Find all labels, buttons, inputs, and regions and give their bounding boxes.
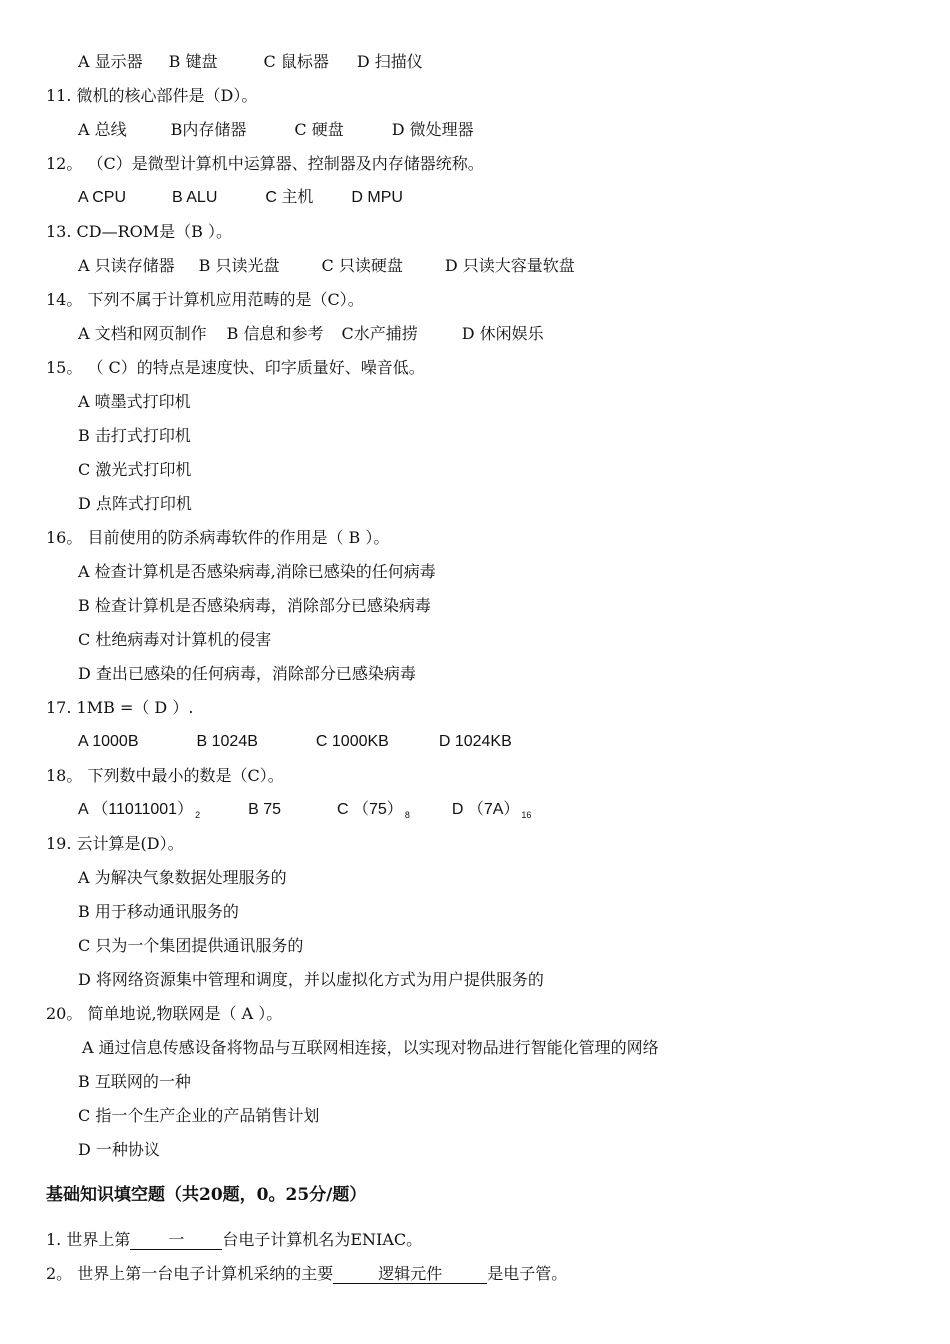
fill1-after: 台电子计算机名为ENIAC。 <box>222 1230 423 1249</box>
q16-option-b: B 检查计算机是否感染病毒，消除部分已感染病毒 <box>78 596 431 615</box>
q16-option-c: C 杜绝病毒对计算机的侵害 <box>78 630 272 649</box>
q10-option-a: A 显示器 <box>78 52 143 71</box>
q13-option-d: D 只读大容量软盘 <box>444 256 575 275</box>
q14-stem: 14。 下列不属于计算机应用范畴的是（C）。 <box>46 290 364 309</box>
fill2-answer-blank: 逻辑元件 <box>333 1265 487 1284</box>
q11-option-d: D 微处理器 <box>391 120 474 139</box>
q16-option-a: A 检查计算机是否感染病毒,消除已感染的任何病毒 <box>78 562 436 581</box>
q18-option-d-base: 16 <box>521 810 532 820</box>
q20-stem: 20。 简单地说,物联网是（ A ）。 <box>46 1004 283 1023</box>
q18-option-d-text: D （7A） <box>451 801 520 818</box>
q20-option-c: C 指一个生产企业的产品销售计划 <box>78 1106 320 1125</box>
fill-question-2 <box>46 1264 567 1284</box>
fill2-before: 2。 世界上第一台电子计算机采纳的主要 <box>46 1264 334 1283</box>
q15-option-b: B 击打式打印机 <box>78 426 191 445</box>
q20-option-b: B 互联网的一种 <box>78 1072 191 1091</box>
q20-option-d: D 一种协议 <box>78 1140 160 1159</box>
q18-option-a-base: 2 <box>195 810 201 820</box>
q14-option-c: C水产捕捞 <box>341 324 418 343</box>
q12-stem: 12。 （C）是微型计算机中运算器、控制器及内存储器统称。 <box>46 154 484 173</box>
q18-option-c-text: C （75） <box>337 801 403 818</box>
q17-option-a: A 1000B <box>78 733 139 750</box>
q15-stem: 15。 （ C）的特点是速度快、印字质量好、噪音低。 <box>46 358 425 377</box>
q15-option-c: C 激光式打印机 <box>78 460 192 479</box>
q18-option-c-base: 8 <box>404 810 410 820</box>
q11-option-b: B内存储器 <box>170 120 247 139</box>
q13-options <box>78 256 575 276</box>
q10-options <box>78 52 423 72</box>
section-heading: 基础知识填空题（共20题，0。25分/题） <box>46 1185 367 1205</box>
q13-stem: 13. CD—ROM是（B ）。 <box>46 222 232 241</box>
q14-options <box>78 324 544 344</box>
q19-option-b: B 用于移动通讯服务的 <box>78 902 239 921</box>
q19-stem: 19. 云计算是(D）。 <box>46 834 184 853</box>
fill1-before: 1. 世界上第 <box>46 1230 131 1249</box>
q12-option-c: C 主机 <box>265 189 314 206</box>
q10-option-b: B 键盘 <box>168 52 218 71</box>
q16-stem: 16。 目前使用的防杀病毒软件的作用是（ B ）。 <box>46 528 390 547</box>
q15-option-d: D 点阵式打印机 <box>78 494 192 513</box>
q11-option-a: A 总线 <box>78 120 127 139</box>
q13-option-a: A 只读存储器 <box>78 256 175 275</box>
q13-option-b: B 只读光盘 <box>198 256 280 275</box>
q17-option-c: C 1000KB <box>315 733 389 750</box>
q18-option-c <box>337 801 410 818</box>
q11-options <box>78 120 474 140</box>
q15-option-a: A 喷墨式打印机 <box>78 392 191 411</box>
q17-option-b: B 1024B <box>196 733 258 750</box>
q17-options <box>78 732 512 752</box>
q18-option-b <box>248 801 281 818</box>
q18-option-a-text: A （11011001） <box>78 801 194 818</box>
q18-option-a <box>78 801 200 818</box>
fill2-after: 是电子管。 <box>487 1264 568 1283</box>
q12-option-b: B ALU <box>172 189 218 206</box>
fill-question-1 <box>46 1230 422 1250</box>
q17-stem: 17. 1MB =（ D ）. <box>46 698 194 717</box>
q18-stem: 18。 下列数中最小的数是（C）。 <box>46 766 284 785</box>
q12-option-d: D MPU <box>351 189 403 206</box>
q10-option-c: C 鼠标器 <box>263 52 329 71</box>
q17-option-d: D 1024KB <box>438 733 512 750</box>
q11-stem: 11. 微机的核心部件是（D）。 <box>46 86 258 105</box>
q18-options <box>78 800 531 825</box>
q12-option-a: A CPU <box>78 189 127 206</box>
q19-option-c: C 只为一个集团提供通讯服务的 <box>78 936 304 955</box>
q14-option-b: B 信息和参考 <box>226 324 324 343</box>
q16-option-d: D 查出已感染的任何病毒，消除部分已感染病毒 <box>78 664 416 683</box>
q14-option-d: D 休闲娱乐 <box>461 324 544 343</box>
q10-option-d: D 扫描仪 <box>356 52 423 71</box>
q19-option-d: D 将网络资源集中管理和调度，并以虚拟化方式为用户提供服务的 <box>78 970 544 989</box>
q18-option-d <box>452 801 532 818</box>
q11-option-c: C 硬盘 <box>294 120 344 139</box>
q19-option-a: A 为解决气象数据处理服务的 <box>78 868 287 887</box>
q18-option-b-text: B 75 <box>248 801 281 818</box>
q14-option-a: A 文档和网页制作 <box>78 324 207 343</box>
q12-options <box>78 188 403 208</box>
q13-option-c: C 只读硬盘 <box>321 256 403 275</box>
q20-option-a: A 通过信息传感设备将物品与互联网相连接，以实现对物品进行智能化管理的网络 <box>82 1038 659 1057</box>
fill1-answer-blank: 一 <box>130 1231 222 1250</box>
